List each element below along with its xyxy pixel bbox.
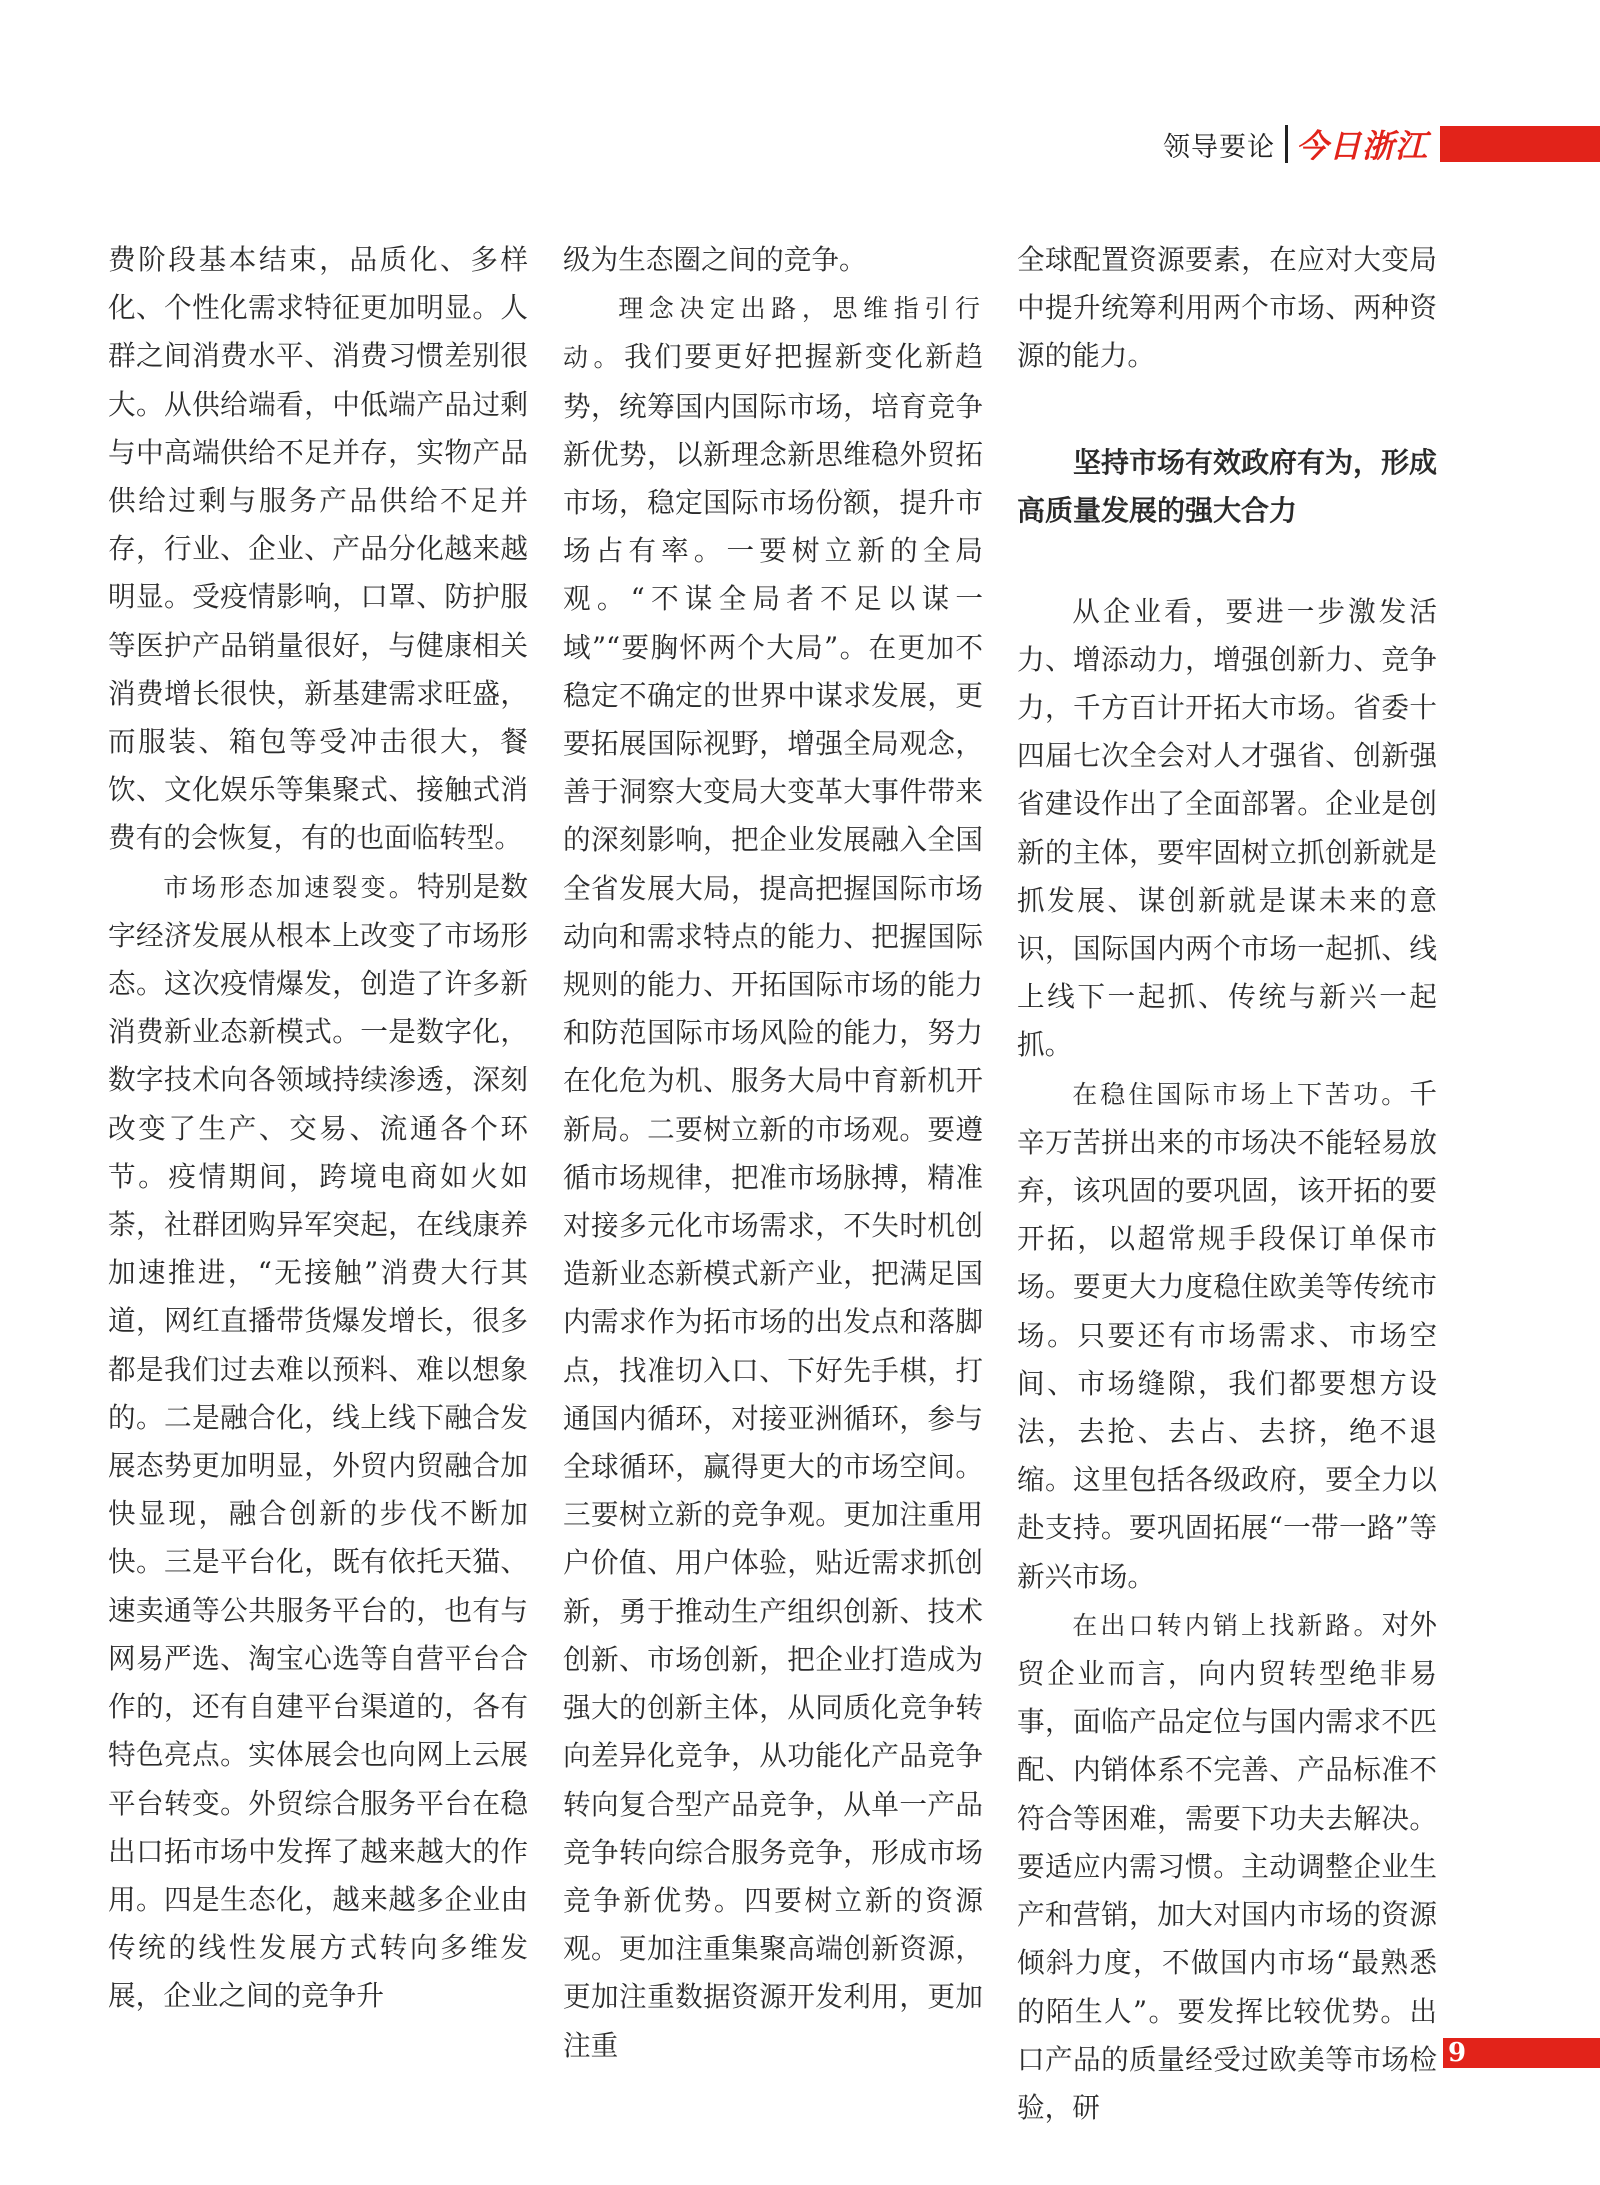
section-label: 领导要论: [1162, 131, 1275, 163]
paragraph: [1017, 236, 1437, 381]
paragraph-text: 级为生态圈之间的竞争。: [563, 243, 867, 276]
paragraph: [108, 236, 528, 863]
paragraph: [563, 284, 983, 2070]
paragraph-text: 从企业看，要进一步激发活力、增添动力，增强创新力、竞争力，千方百计开拓大市场。省委十四届七次全会对人才强省、创新强省建设作出了全面部署。企业是创新的主体，要牢固树立抓创新就是抓发展、谋创新就是谋未来的意识，国际国内两个市场一起抓、线上线下一起抓、传统与新兴一起抓。: [1017, 594, 1437, 1062]
page-number-bar: [1443, 2038, 1600, 2068]
section-heading: 坚持市场有效政府有为，形成高质量发展的强大合力: [1017, 445, 1438, 527]
paragraph-text: 全球配置资源要素，在应对大变局中提升统筹利用两个市场、两种资源的能力。: [1017, 243, 1437, 373]
header-divider: [1285, 125, 1288, 163]
paragraph-lead: 市场形态加速裂变。: [163, 872, 417, 902]
paragraph-text: 对外贸企业而言，向内贸转型绝非易事，面临产品定位与国内需求不匹配、内销体系不完善、产品标准不符合等困难，需要下功夫去解决。要适应内需习惯。主动调整企业生产和营销，加大对国内市场的资源倾斜力度，不做国内市场“最熟悉的陌生人”。要发挥比较优势。出口产品的质量经受过欧美等市场检验，研: [1017, 1607, 1437, 2124]
paragraph-lead: 在稳住国际市场上下苦功。: [1072, 1079, 1410, 1109]
page-number: 9: [1448, 2038, 1467, 2068]
paragraph: [1017, 1601, 1437, 2132]
paragraph: [108, 863, 528, 2021]
paragraph: [1017, 1070, 1437, 1601]
article-column-1: [108, 236, 528, 2021]
paragraph-text: 我们要更好把握新变化新趋势，统筹国内国际市场，培育竞争新优势，以新理念新思维稳外贸拓市场，稳定国际市场份额，提升市场占有率。一要树立新的全局观。“不谋全局者不足以谋一域”“要胸怀两个大局”。在更加不稳定不确定的世界中谋求发展，更要拓展国际视野，增强全局观念，善于洞察大变局大变革大事件带来的深刻影响，把企业发展融入全国全省发展大局，提高把握国际市场动向和需求特点的能力、把握国际规则的能力、开拓国际市场的能力和防范国际市场风险的能力，努力在化危为机、服务大局中育新机开新局。二要树立新的市场观。要遵循市场规律，把准市场脉搏，精准对接多元化市场需求，不失时机创造新业态新模式新产业，把满足国内需求作为拓市场的出发点和落脚点，找准切入口、下好先手棋，打通国内循环，对接亚洲循环，参与全球循环，赢得更大的市场空间。三要树立新的竞争观。更加注重用户价值、用户体验，贴近需求抓创新，勇于推动生产组织创新、技术创新、市场创新，把企业打造成为强大的创新主体，从同质化竞争转向差异化竞争，从功能化产品竞争转向复合型产品竞争，从单一产品竞争转向综合服务竞争，形成市场竞争新优势。四要树立新的资源观。更加注重集聚高端创新资源，更加注重数据资源开发利用，更加注重: [563, 340, 983, 2062]
article-column-2: [563, 236, 983, 2070]
article-column-3: [1017, 236, 1437, 2132]
paragraph-text: 费阶段基本结束，品质化、多样化、个性化需求特征更加明显。人群之间消费水平、消费习惯差别很大。从供给端看，中低端产品过剩与中高端供给不足并存，实物产品供给过剩与服务产品供给不足并存，行业、企业、产品分化越来越明显。受疫情影响，口罩、防护服等医护产品销量很好，与健康相关消费增长很快，新基建需求旺盛，而服装、箱包等受冲击很大，餐饮、文化娱乐等集聚式、接触式消费有的会恢复，有的也面临转型。: [108, 243, 528, 855]
magazine-logo: 今日浙江: [1295, 127, 1428, 165]
paragraph: [563, 236, 983, 284]
header-accent-bar: [1440, 126, 1600, 162]
paragraph-text: 特别是数字经济发展从根本上改变了市场形态。这次疫情爆发，创造了许多新消费新业态新模式。一是数字化，数字技术向各领域持续渗透，深刻改变了生产、交易、流通各个环节。疫情期间，跨境电商如火如荼，社群团购异军突起，在线康养加速推进，“无接触”消费大行其道，网红直播带货爆发增长，很多都是我们过去难以预料、难以想象的。二是融合化，线上线下融合发展态势更加明显，外贸内贸融合加快显现，融合创新的步伐不断加快。三是平台化，既有依托天猫、速卖通等公共服务平台的，也有与网易严选、淘宝心选等自营平台合作的，还有自建平台渠道的，各有特色亮点。实体展会也向网上云展平台转变。外贸综合服务平台在稳出口拓市场中发挥了越来越大的作用。四是生态化，越来越多企业由传统的线性发展方式转向多维发展，企业之间的竞争升: [108, 869, 528, 2013]
paragraph-lead: 理念决定出路，思维指引行动。: [563, 294, 983, 373]
page-header: [1163, 120, 1600, 168]
paragraph-text: 千辛万苦拼出来的市场决不能轻易放弃，该巩固的要巩固，该开拓的要开拓，以超常规手段保订单保市场。要更大力度稳住欧美等传统市场。只要还有市场需求、市场空间、市场缝隙，我们都要想方设法，去抢、去占、去挤，绝不退缩。这里包括各级政府，要全力以赴支持。要巩固拓展“一带一路”等新兴市场。: [1017, 1076, 1437, 1593]
paragraph: [1017, 588, 1437, 1070]
paragraph-lead: 在出口转内销上找新路。: [1072, 1610, 1382, 1640]
